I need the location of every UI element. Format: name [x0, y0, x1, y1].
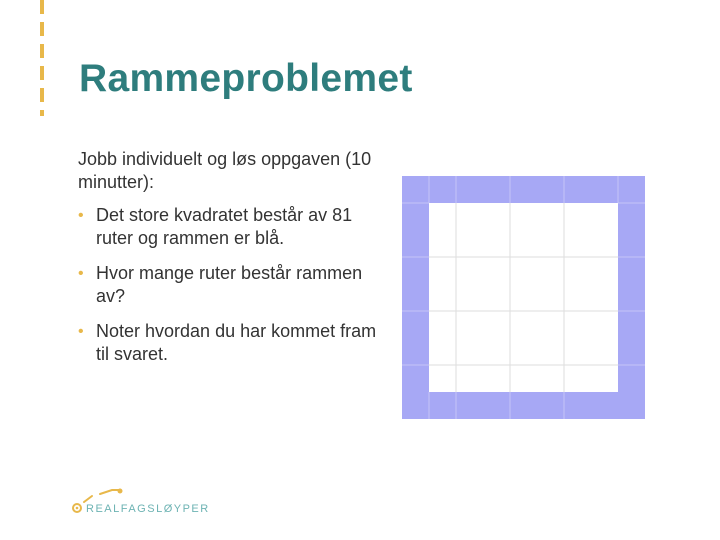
path-icon: [84, 490, 120, 502]
bullet-list: [78, 204, 378, 378]
frame-figure: [402, 176, 646, 420]
slide-title: Rammeproblemet: [79, 57, 413, 100]
bullet-text: Noter hvordan du har kommet fram til svaret.: [96, 321, 377, 364]
logo-text: REALFAGSLØYPER: [86, 503, 210, 515]
gear-icon: [73, 504, 81, 512]
bullet-item: [78, 262, 378, 308]
bullet-item: [78, 204, 378, 250]
bullet-dot: •: [78, 323, 84, 340]
bullet-text: Det store kvadratet består av 81 ruter og rammen er blå.: [96, 205, 353, 248]
accent-bar: [40, 0, 44, 116]
dot-icon: [118, 489, 123, 494]
slide-intro: Jobb individuelt og løs oppgaven (10 minutter):: [78, 149, 372, 192]
bullet-item: [78, 320, 378, 366]
bullet-dot: •: [78, 265, 84, 282]
bullet-dot: •: [78, 207, 84, 224]
frame-inner: [429, 203, 618, 392]
bullet-text: Hvor mange ruter består rammen av?: [96, 263, 363, 306]
